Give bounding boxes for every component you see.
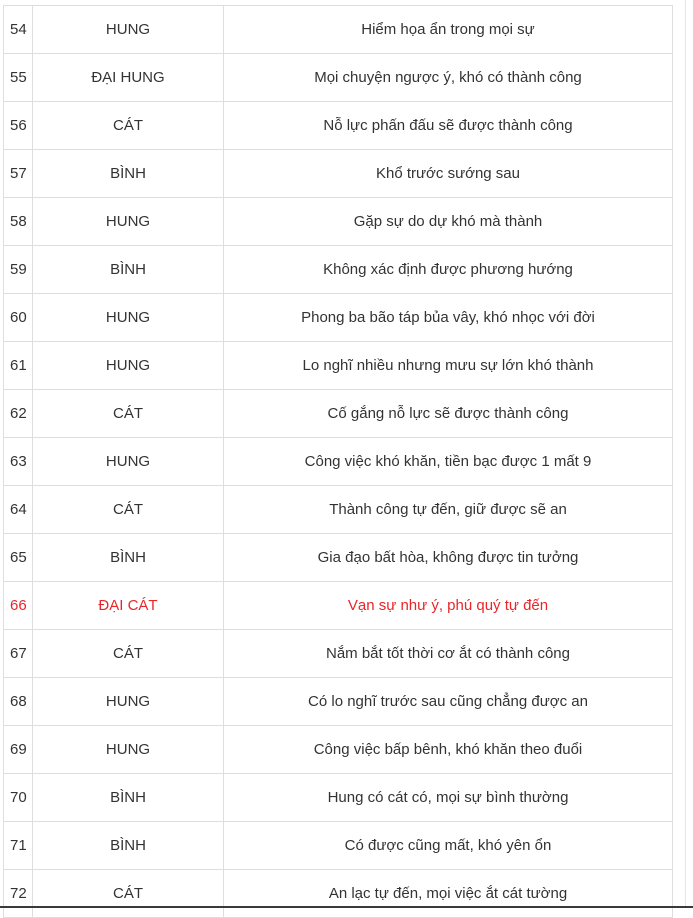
row-meaning: Công việc bấp bênh, khó khăn theo đuổi xyxy=(313,741,583,758)
row-type: HUNG xyxy=(33,198,224,245)
table-row xyxy=(4,726,672,774)
row-number: 56 xyxy=(4,102,33,149)
table-row xyxy=(4,486,672,534)
row-type: CÁT xyxy=(33,390,224,437)
row-number: 66 xyxy=(4,582,33,629)
scrollbar-track[interactable] xyxy=(685,0,686,908)
row-meaning: Khổ trước sướng sau xyxy=(376,165,520,182)
row-type: HUNG xyxy=(33,294,224,341)
row-meaning: Gia đạo bất hòa, không được tin tưởng xyxy=(317,549,579,566)
number-meaning-table xyxy=(3,5,673,918)
row-type: BÌNH xyxy=(33,150,224,197)
table-row xyxy=(4,438,672,486)
row-meaning: Nỗ lực phấn đấu sẽ được thành công xyxy=(323,117,573,134)
row-type: BÌNH xyxy=(33,534,224,581)
table-row xyxy=(4,870,672,918)
row-number: 59 xyxy=(4,246,33,293)
row-type: BÌNH xyxy=(33,246,224,293)
row-number: 67 xyxy=(4,630,33,677)
row-number: 69 xyxy=(4,726,33,773)
row-type: ĐẠI HUNG xyxy=(33,54,224,101)
row-meaning: Lo nghĩ nhiều nhưng mưu sự lớn khó thành xyxy=(302,357,594,374)
row-meaning: Phong ba bão táp bủa vây, khó nhọc với đời xyxy=(301,309,595,326)
row-meaning: Vạn sự như ý, phú quý tự đến xyxy=(347,597,549,614)
table-row xyxy=(4,774,672,822)
row-meaning: Có lo nghĩ trước sau cũng chẳng được an xyxy=(308,693,588,710)
row-type: HUNG xyxy=(33,342,224,389)
table-row xyxy=(4,54,672,102)
row-meaning: An lạc tự đến, mọi việc ắt cát tường xyxy=(328,885,568,902)
row-type: CÁT xyxy=(33,102,224,149)
row-number: 54 xyxy=(4,6,33,53)
row-type: HUNG xyxy=(33,438,224,485)
row-type: HUNG xyxy=(33,678,224,725)
row-meaning: Không xác định được phương hướng xyxy=(323,261,573,278)
table-row xyxy=(4,630,672,678)
row-number: 55 xyxy=(4,54,33,101)
table-row xyxy=(4,342,672,390)
row-type: ĐẠI CÁT xyxy=(33,582,224,629)
row-number: 71 xyxy=(4,822,33,869)
row-type: HUNG xyxy=(33,6,224,53)
table-row xyxy=(4,678,672,726)
table-row xyxy=(4,294,672,342)
table-row xyxy=(4,102,672,150)
row-number: 60 xyxy=(4,294,33,341)
table-row xyxy=(4,390,672,438)
row-number: 68 xyxy=(4,678,33,725)
table-row xyxy=(4,198,672,246)
row-number: 58 xyxy=(4,198,33,245)
row-number: 65 xyxy=(4,534,33,581)
row-type: HUNG xyxy=(33,726,224,773)
row-meaning: Gặp sự do dự khó mà thành xyxy=(353,213,543,230)
table-row xyxy=(4,534,672,582)
row-number: 63 xyxy=(4,438,33,485)
row-number: 62 xyxy=(4,390,33,437)
row-type: CÁT xyxy=(33,486,224,533)
row-number: 61 xyxy=(4,342,33,389)
table-row xyxy=(4,150,672,198)
row-meaning: Cố gắng nỗ lực sẽ được thành công xyxy=(327,405,569,422)
row-meaning: Có được cũng mất, khó yên ổn xyxy=(344,837,552,854)
row-meaning: Hiểm họa ẩn trong mọi sự xyxy=(361,21,535,38)
table-row xyxy=(4,5,672,54)
row-meaning: Mọi chuyện ngược ý, khó có thành công xyxy=(314,69,582,86)
row-type: CÁT xyxy=(33,870,224,917)
table-row xyxy=(4,246,672,294)
row-number: 72 xyxy=(4,870,33,917)
row-number: 64 xyxy=(4,486,33,533)
row-type: BÌNH xyxy=(33,774,224,821)
row-meaning: Thành công tự đến, giữ được sẽ an xyxy=(329,501,567,518)
row-meaning: Nắm bắt tốt thời cơ ắt có thành công xyxy=(326,645,570,662)
table-row xyxy=(4,582,672,630)
row-meaning: Hung có cát có, mọi sự bình thường xyxy=(327,789,569,806)
row-type: BÌNH xyxy=(33,822,224,869)
row-type: CÁT xyxy=(33,630,224,677)
row-meaning: Công việc khó khăn, tiền bạc được 1 mất 9 xyxy=(304,453,592,470)
row-number: 70 xyxy=(4,774,33,821)
table-row xyxy=(4,822,672,870)
row-number: 57 xyxy=(4,150,33,197)
